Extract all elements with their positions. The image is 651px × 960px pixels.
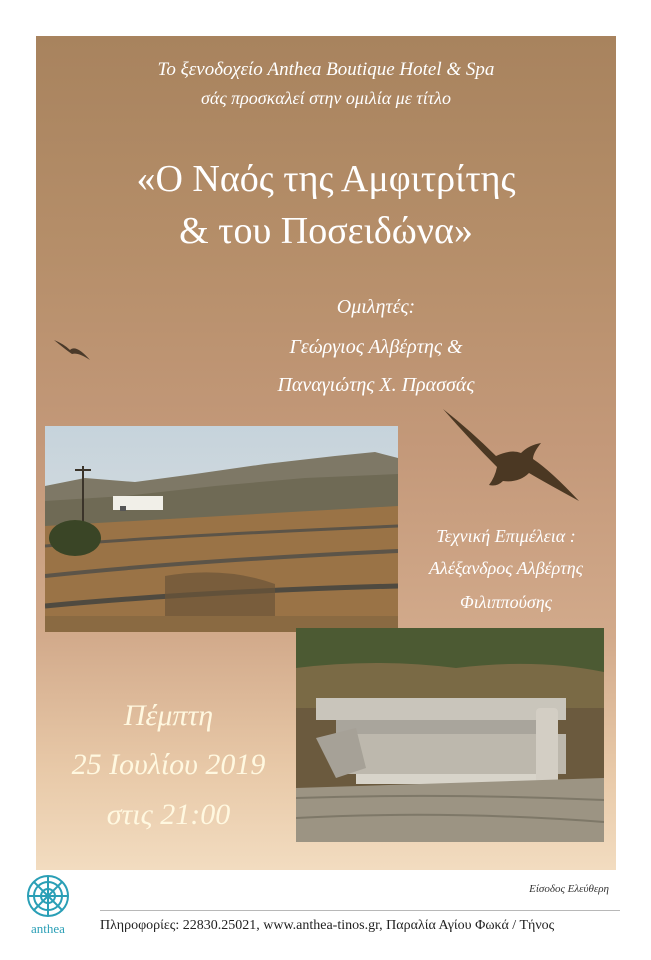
- title-line-2: & του Ποσειδώνα»: [179, 210, 473, 252]
- speakers-label: Ομιλητές:: [336, 296, 416, 318]
- contact-info: Πληροφορίες: 22830.25021, www.anthea-tinos.gr, Παραλία Αγίου Φωκά / Τήνος: [100, 918, 555, 933]
- footer-divider: [100, 910, 620, 911]
- logo-text: anthea: [31, 921, 65, 936]
- technical-name-1: Αλέξανδρος Αλβέρτης: [429, 558, 583, 578]
- anthea-logo: [18, 872, 78, 942]
- intro-line-1: Το ξενοδοχείο Anthea Boutique Hotel & Spa: [157, 59, 495, 80]
- speaker-2: Παναγιώτης Χ. Πρασσάς: [277, 374, 475, 396]
- technical-name-2: Φιλιππούσης: [460, 592, 552, 612]
- mandala-icon: [24, 872, 72, 920]
- small-bird-icon: [52, 334, 92, 364]
- technical-label: Τεχνική Επιμέλεια :: [436, 526, 576, 546]
- event-date: 25 Ιουλίου 2019: [71, 748, 266, 781]
- event-day: Πέμπτη: [123, 699, 214, 732]
- large-bird-icon: [441, 401, 581, 511]
- free-entry-note: Είσοδος Ελεύθερη: [529, 883, 609, 895]
- poster: [36, 36, 616, 870]
- landscape-photo: [45, 426, 398, 632]
- title-line-1: «Ο Ναός της Αμφιτρίτης: [136, 158, 516, 200]
- speaker-1: Γεώργιος Αλβέρτης &: [289, 336, 463, 358]
- ruins-photo: [296, 628, 604, 842]
- event-time: στις 21:00: [106, 798, 231, 831]
- intro-line-2: σάς προσκαλεί στην ομιλία με τίτλο: [201, 88, 451, 108]
